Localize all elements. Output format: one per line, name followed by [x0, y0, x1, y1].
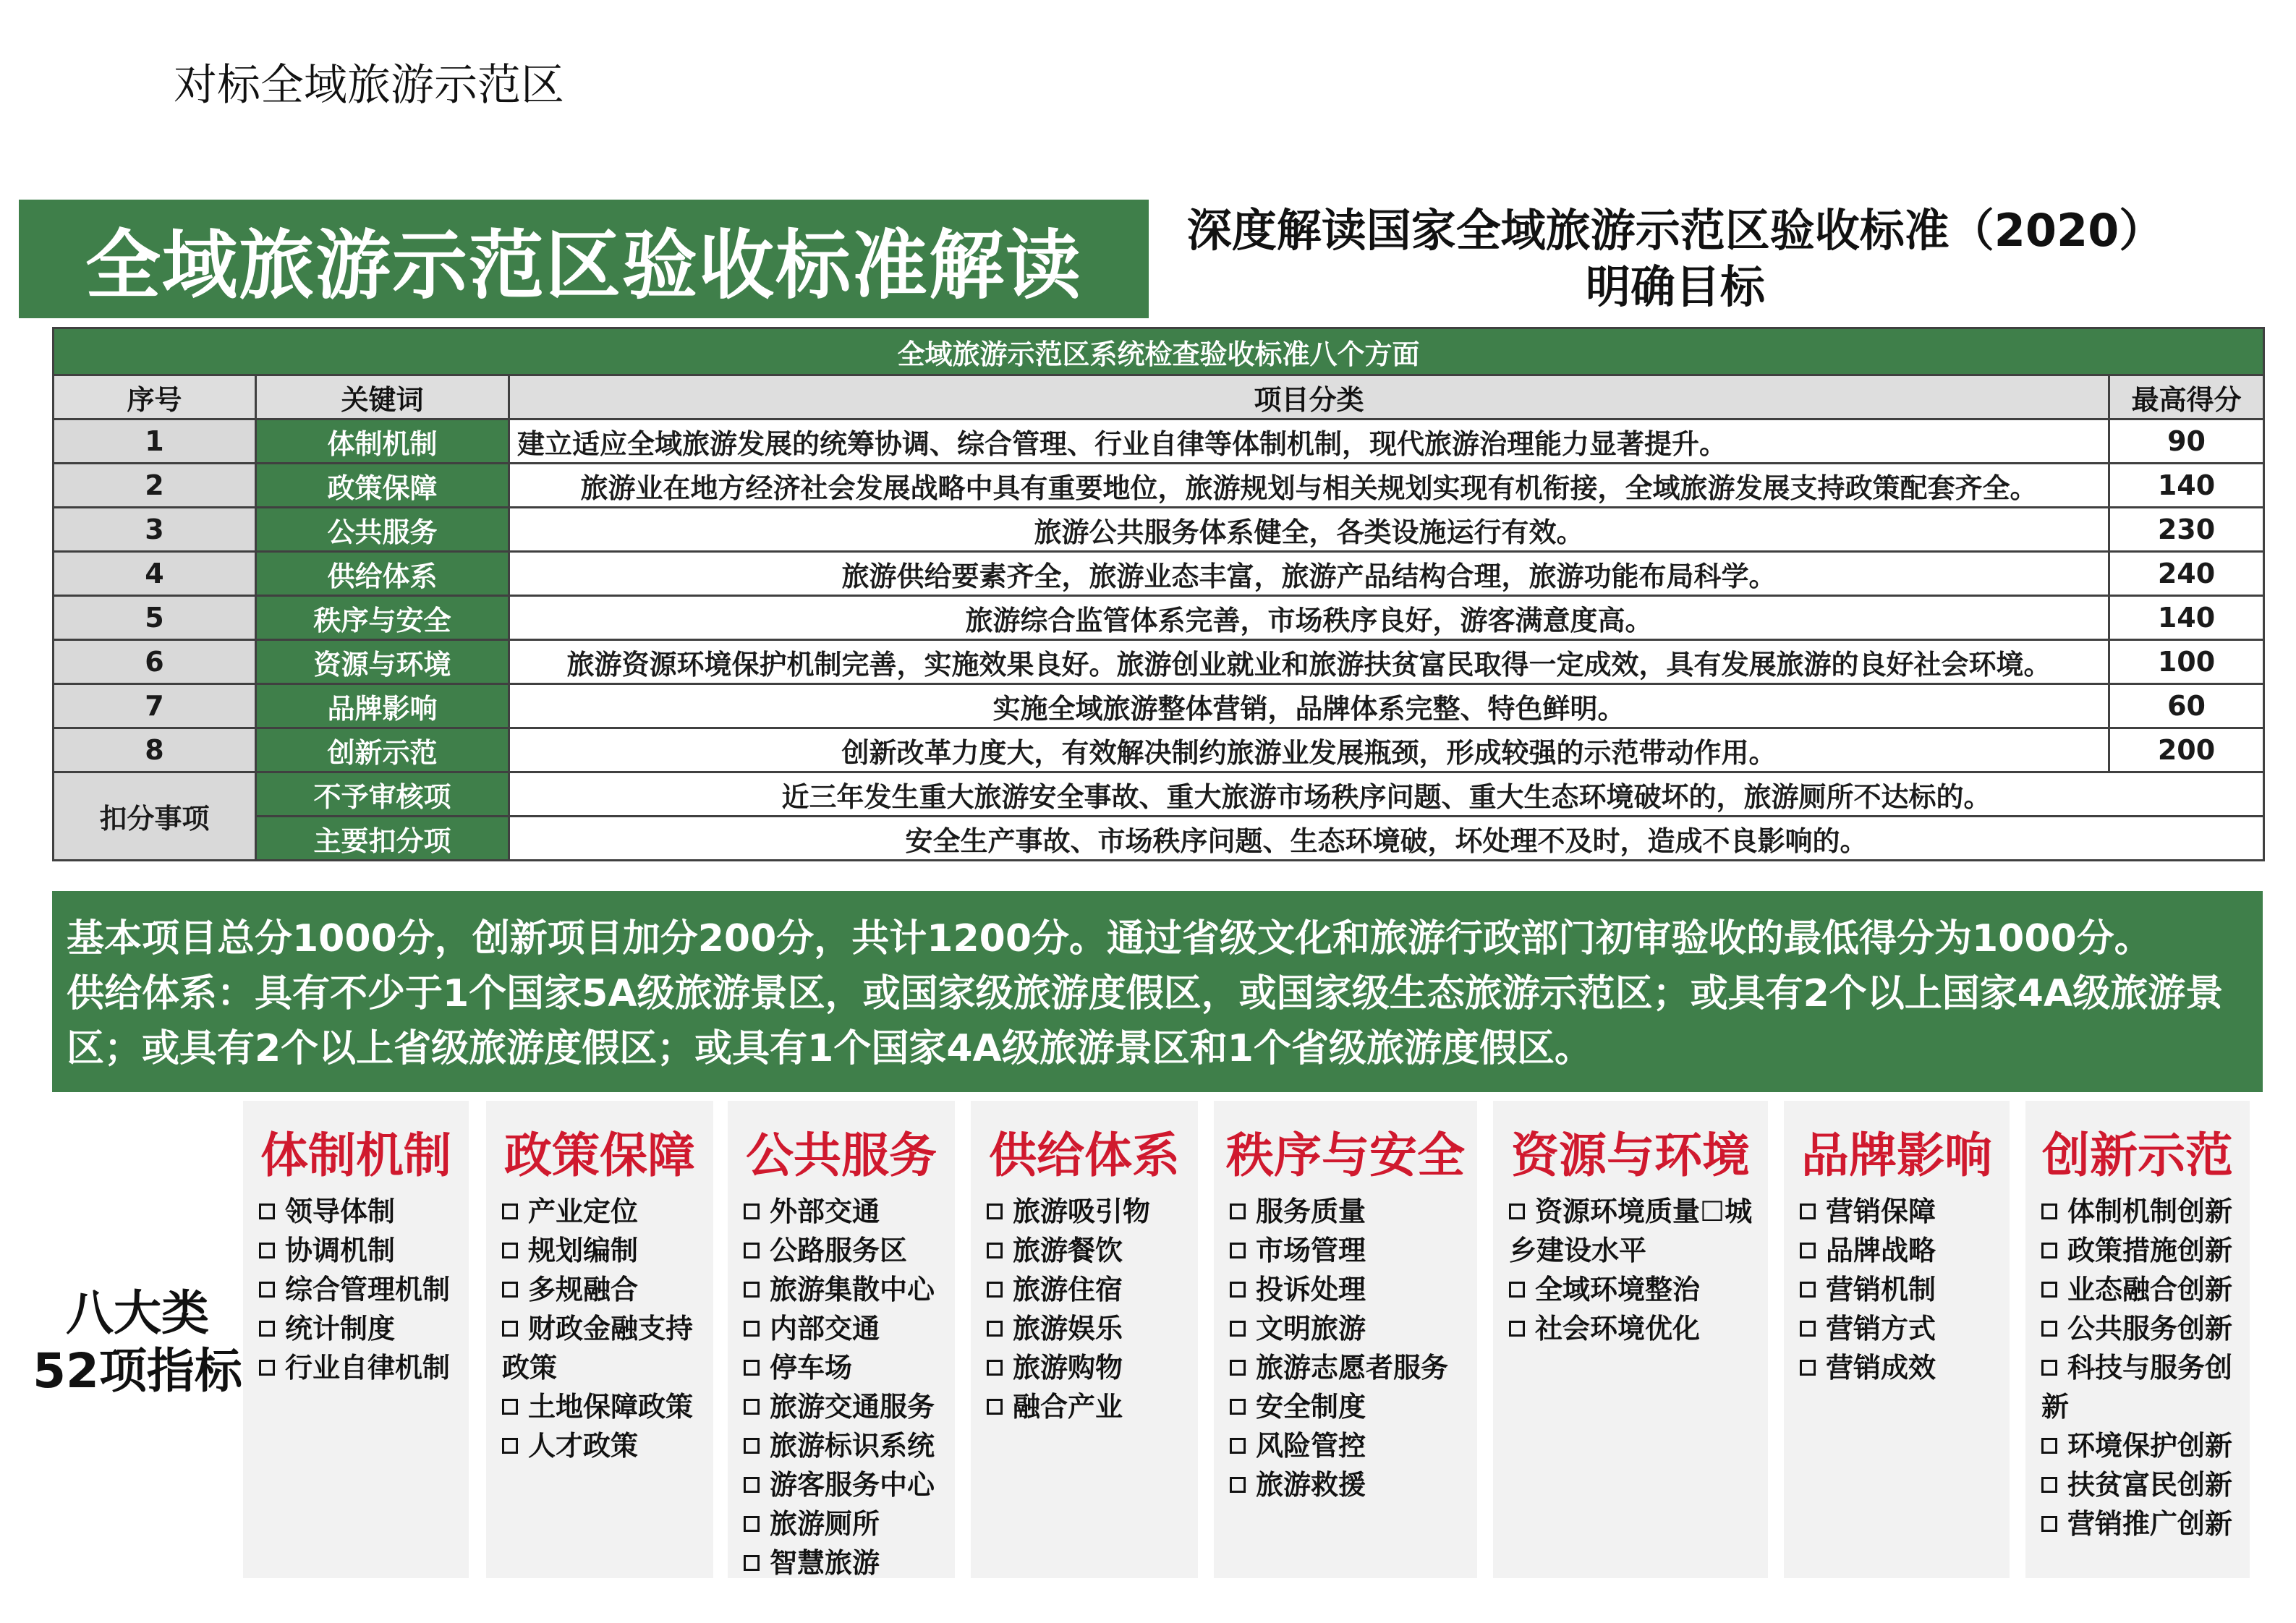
- table-row: [54, 596, 2264, 640]
- deduction-label: 扣分事项: [54, 772, 256, 861]
- list-item: [1800, 1309, 1999, 1348]
- list-item-label: 内部交通: [770, 1313, 880, 1345]
- summary-line-2: 供给体系：具有不少于1个国家5A级旅游景区，或国家级旅游度假区，或国家级生态旅游示范区；或具有2个以上国家4A级旅游景区；或具有2个以上省级旅游度假区；或具有1个国家4A级旅游景区和1个省级旅游度假区。: [67, 972, 2224, 1070]
- row-desc: 旅游供给要素齐全，旅游业态丰富，旅游产品结构合理，旅游功能布局科学。: [509, 552, 2109, 596]
- row-score: 240: [2109, 552, 2264, 596]
- category-title: 政策保障: [504, 1128, 695, 1183]
- checkbox-icon: [744, 1282, 760, 1298]
- category-column: [2025, 1101, 2250, 1578]
- list-item-label: 公路服务区: [770, 1235, 908, 1266]
- list-item: [502, 1309, 703, 1387]
- checkbox-icon: [1230, 1321, 1246, 1337]
- list-item-label: 业态融合创新: [2067, 1274, 2233, 1305]
- list-item-label: 公共服务创新: [2067, 1313, 2233, 1345]
- list-item-label: 多规融合: [528, 1274, 639, 1305]
- list-item: [744, 1387, 945, 1426]
- checkbox-icon: [744, 1516, 760, 1532]
- list-item: [744, 1543, 945, 1582]
- checkbox-icon: [987, 1360, 1003, 1376]
- list-item: [1230, 1426, 1467, 1465]
- list-item: [2041, 1426, 2240, 1465]
- list-item-label: 文明旅游: [1256, 1313, 1366, 1345]
- row-no: 2: [54, 464, 256, 508]
- list-item: [1230, 1387, 1467, 1426]
- list-item: [2041, 1192, 2240, 1231]
- list-item: [744, 1465, 945, 1504]
- list-item-label: 协调机制: [285, 1235, 396, 1266]
- category-column: [1493, 1101, 1768, 1578]
- list-item: [1509, 1192, 1758, 1270]
- row-score: 230: [2109, 508, 2264, 552]
- checkbox-icon: [502, 1204, 518, 1219]
- row-desc: 实施全域旅游整体营销，品牌体系完整、特色鲜明。: [509, 684, 2109, 728]
- checkbox-icon: [259, 1243, 275, 1258]
- category-column: [243, 1101, 469, 1578]
- category-title: 创新示范: [2042, 1128, 2233, 1183]
- row-desc: 建立适应全域旅游发展的统筹协调、综合管理、行业自律等体制机制，现代旅游治理能力显著提升。: [509, 419, 2109, 464]
- checkbox-icon: [502, 1399, 518, 1415]
- list-item-label: 旅游志愿者服务: [1256, 1352, 1449, 1384]
- checkbox-icon: [744, 1477, 760, 1493]
- checkbox-icon: [1800, 1360, 1816, 1376]
- checkbox-icon: [2041, 1282, 2057, 1298]
- list-item-label: 旅游吸引物: [1013, 1196, 1151, 1227]
- category-item-list: [2025, 1192, 2250, 1543]
- list-item-label: 综合管理机制: [285, 1274, 451, 1305]
- list-item: [1230, 1270, 1467, 1309]
- summary-line-1: 基本项目总分1000分，创新项目加分200分，共计1200分。通过省级文化和旅游行政部门初审验收的最低得分为1000分。: [67, 917, 2152, 960]
- list-item-label: 营销推广创新: [2067, 1508, 2233, 1540]
- row-desc: 旅游综合监管体系完善，市场秩序良好，游客满意度高。: [509, 596, 2109, 640]
- list-item: [744, 1504, 945, 1543]
- list-item: [1509, 1309, 1758, 1348]
- checkbox-icon: [987, 1204, 1003, 1219]
- row-keyword: 政策保障: [256, 464, 509, 508]
- list-item-label: 旅游购物: [1013, 1352, 1123, 1384]
- list-item: [1230, 1348, 1467, 1387]
- list-item-label: 人才政策: [528, 1430, 639, 1462]
- row-no: 6: [54, 640, 256, 684]
- checkbox-icon: [744, 1399, 760, 1415]
- row-desc: 旅游资源环境保护机制完善，实施效果良好。旅游创业就业和旅游扶贫富民取得一定成效，具有发展旅游的良好社会环境。: [509, 640, 2109, 684]
- list-item: [1509, 1270, 1758, 1309]
- row-keyword: 公共服务: [256, 508, 509, 552]
- list-item: [987, 1309, 1188, 1348]
- list-item-label: 智慧旅游: [770, 1547, 880, 1579]
- list-item: [502, 1426, 703, 1465]
- list-item: [1800, 1192, 1999, 1231]
- category-item-list: [486, 1192, 713, 1465]
- list-item: [987, 1231, 1188, 1270]
- list-item: [1230, 1192, 1467, 1231]
- list-item-label: 旅游救援: [1256, 1469, 1366, 1501]
- list-item: [259, 1231, 459, 1270]
- list-item-label: 投诉处理: [1256, 1274, 1366, 1305]
- list-item: [2041, 1270, 2240, 1309]
- checkbox-icon: [1230, 1243, 1246, 1258]
- checkbox-icon: [987, 1321, 1003, 1337]
- checkbox-icon: [1509, 1204, 1525, 1219]
- checkbox-icon: [1230, 1204, 1246, 1219]
- row-no: 5: [54, 596, 256, 640]
- category-item-list: [971, 1192, 1198, 1426]
- list-item-label: 营销方式: [1826, 1313, 1936, 1345]
- eight-categories-label: [29, 1285, 246, 1400]
- row-desc: 创新改革力度大，有效解决制约旅游业发展瓶颈，形成较强的示范带动作用。: [509, 728, 2109, 772]
- list-item: [744, 1348, 945, 1387]
- list-item-label: 营销成效: [1826, 1352, 1936, 1384]
- list-item: [259, 1270, 459, 1309]
- checkbox-icon: [502, 1438, 518, 1454]
- row-score: 90: [2109, 419, 2264, 464]
- checkbox-icon: [1509, 1321, 1525, 1337]
- row-keyword: 秩序与安全: [256, 596, 509, 640]
- checkbox-icon: [2041, 1360, 2057, 1376]
- list-item-label: 体制机制创新: [2067, 1196, 2233, 1227]
- list-item: [502, 1387, 703, 1426]
- list-item: [744, 1426, 945, 1465]
- row-no: 3: [54, 508, 256, 552]
- row-score: 200: [2109, 728, 2264, 772]
- list-item: [1230, 1231, 1467, 1270]
- deduction-row: [54, 817, 2264, 861]
- list-item-label: 科技与服务创新: [2041, 1352, 2233, 1423]
- row-no: 7: [54, 684, 256, 728]
- list-item: [259, 1348, 459, 1387]
- table-row: [54, 508, 2264, 552]
- category-title: 公共服务: [746, 1128, 937, 1183]
- list-item-label: 旅游住宿: [1013, 1274, 1123, 1305]
- list-item-label: 统计制度: [285, 1313, 396, 1345]
- row-desc: 旅游公共服务体系健全，各类设施运行有效。: [509, 508, 2109, 552]
- list-item-label: 风险管控: [1256, 1430, 1366, 1462]
- deduction-desc: 安全生产事故、市场秩序问题、生态环境破，坏处理不及时，造成不良影响的。: [509, 817, 2264, 861]
- checkbox-icon: [744, 1321, 760, 1337]
- row-keyword: 供给体系: [256, 552, 509, 596]
- category-item-list: [243, 1192, 469, 1387]
- checkbox-icon: [1230, 1360, 1246, 1376]
- list-item-label: 营销保障: [1826, 1196, 1936, 1227]
- checkbox-icon: [744, 1555, 760, 1571]
- checkbox-icon: [2041, 1516, 2057, 1532]
- checkbox-icon: [259, 1282, 275, 1298]
- table-row: [54, 464, 2264, 508]
- checkbox-icon: [2041, 1321, 2057, 1337]
- list-item-label: 财政金融支持政策: [502, 1313, 694, 1384]
- row-keyword: 创新示范: [256, 728, 509, 772]
- header-no: 序号: [54, 375, 256, 419]
- subtitle-line-2: 明确目标: [1585, 260, 1765, 313]
- row-desc: 旅游业在地方经济社会发展战略中具有重要地位，旅游规划与相关规划实现有机衔接，全域旅游发展支持政策配套齐全。: [509, 464, 2109, 508]
- checkbox-icon: [744, 1438, 760, 1454]
- subtitle: [1155, 203, 2196, 315]
- list-item-label: 社会环境优化: [1535, 1313, 1701, 1345]
- checkbox-icon: [259, 1360, 275, 1376]
- list-item-label: 全域环境整治: [1535, 1274, 1701, 1305]
- list-item-label: 停车场: [770, 1352, 853, 1384]
- category-column: [486, 1101, 713, 1578]
- checkbox-icon: [502, 1321, 518, 1337]
- checkbox-icon: [1230, 1477, 1246, 1493]
- list-item-label: 土地保障政策: [528, 1391, 694, 1423]
- list-item: [502, 1192, 703, 1231]
- row-keyword: 体制机制: [256, 419, 509, 464]
- table-row: [54, 419, 2264, 464]
- table-row: [54, 552, 2264, 596]
- eight-label-line-1: 八大类: [66, 1285, 209, 1341]
- list-item-label: 环境保护创新: [2067, 1430, 2233, 1462]
- list-item-label: 旅游交通服务: [770, 1391, 935, 1423]
- eight-label-line-2: 52项指标: [33, 1343, 242, 1399]
- checkbox-icon: [987, 1282, 1003, 1298]
- checkbox-icon: [744, 1204, 760, 1219]
- checkbox-icon: [1230, 1438, 1246, 1454]
- checkbox-icon: [259, 1321, 275, 1337]
- list-item-label: 旅游集散中心: [770, 1274, 935, 1305]
- list-item-label: 游客服务中心: [770, 1469, 935, 1501]
- list-item: [1230, 1465, 1467, 1504]
- list-item-label: 服务质量: [1256, 1196, 1366, 1227]
- list-item: [259, 1309, 459, 1348]
- header-keyword: 关键词: [256, 375, 509, 419]
- category-column: [1784, 1101, 2010, 1578]
- list-item: [744, 1309, 945, 1348]
- checkbox-icon: [502, 1282, 518, 1298]
- row-keyword: 资源与环境: [256, 640, 509, 684]
- list-item-label: 产业定位: [528, 1196, 639, 1227]
- list-item: [2041, 1465, 2240, 1504]
- list-item: [744, 1231, 945, 1270]
- list-item: [1800, 1270, 1999, 1309]
- list-item: [2041, 1348, 2240, 1426]
- list-item-label: 规划编制: [528, 1235, 639, 1266]
- list-item-label: 外部交通: [770, 1196, 880, 1227]
- list-item: [2041, 1309, 2240, 1348]
- category-column: [971, 1101, 1198, 1578]
- row-score: 60: [2109, 684, 2264, 728]
- checkbox-icon: [744, 1243, 760, 1258]
- deduction-desc: 近三年发生重大旅游安全事故、重大旅游市场秩序问题、重大生态环境破坏的，旅游厕所不达标的。: [509, 772, 2264, 817]
- list-item: [1800, 1348, 1999, 1387]
- checkbox-icon: [1230, 1399, 1246, 1415]
- category-item-list: [1214, 1192, 1477, 1504]
- checkbox-icon: [2041, 1204, 2057, 1219]
- category-title: 品牌影响: [1801, 1128, 1992, 1183]
- list-item-label: 领导体制: [285, 1196, 396, 1227]
- category-item-list: [1784, 1192, 2010, 1387]
- checkbox-icon: [1800, 1204, 1816, 1219]
- checkbox-icon: [1509, 1282, 1525, 1298]
- checkbox-icon: [2041, 1477, 2057, 1493]
- category-column: [728, 1101, 955, 1578]
- list-item-label: 安全制度: [1256, 1391, 1366, 1423]
- list-item-label: 资源环境质量☐城乡建设水平: [1509, 1196, 1753, 1266]
- category-title: 资源与环境: [1511, 1128, 1750, 1183]
- row-score: 140: [2109, 596, 2264, 640]
- category-column: [1214, 1101, 1477, 1578]
- list-item-label: 融合产业: [1013, 1391, 1123, 1423]
- list-item-label: 市场管理: [1256, 1235, 1366, 1266]
- list-item: [987, 1387, 1188, 1426]
- header-max-score: 最高得分: [2109, 375, 2264, 419]
- subtitle-line-1: 深度解读国家全域旅游示范区验收标准（2020）: [1186, 204, 2164, 257]
- list-item: [259, 1192, 459, 1231]
- list-item: [987, 1270, 1188, 1309]
- category-item-list: [728, 1192, 955, 1582]
- checkbox-icon: [987, 1399, 1003, 1415]
- list-item: [502, 1270, 703, 1309]
- header-category: 项目分类: [509, 375, 2109, 419]
- checkbox-icon: [1800, 1243, 1816, 1258]
- list-item: [744, 1192, 945, 1231]
- row-no: 1: [54, 419, 256, 464]
- list-item-label: 行业自律机制: [285, 1352, 451, 1384]
- checkbox-icon: [502, 1243, 518, 1258]
- list-item-label: 旅游厕所: [770, 1508, 880, 1540]
- main-title-banner: 全域旅游示范区验收标准解读: [19, 200, 1149, 318]
- list-item-label: 政策措施创新: [2067, 1235, 2233, 1266]
- category-title: 体制机制: [260, 1128, 451, 1183]
- standards-table: [52, 327, 2265, 861]
- checkbox-icon: [2041, 1438, 2057, 1454]
- summary-box: [52, 891, 2263, 1092]
- list-item-label: 营销机制: [1826, 1274, 1936, 1305]
- list-item: [1230, 1309, 1467, 1348]
- list-item-label: 品牌战略: [1826, 1235, 1936, 1266]
- category-title: 供给体系: [989, 1128, 1180, 1183]
- list-item: [502, 1231, 703, 1270]
- list-item: [987, 1192, 1188, 1231]
- checkbox-icon: [259, 1204, 275, 1219]
- row-keyword: 品牌影响: [256, 684, 509, 728]
- row-no: 4: [54, 552, 256, 596]
- list-item-label: 旅游标识系统: [770, 1430, 935, 1462]
- list-item: [987, 1348, 1188, 1387]
- page-label: 对标全域旅游示范区: [174, 60, 564, 111]
- list-item: [2041, 1231, 2240, 1270]
- list-item: [2041, 1504, 2240, 1543]
- category-title: 秩序与安全: [1226, 1128, 1465, 1183]
- checkbox-icon: [987, 1243, 1003, 1258]
- table-row: [54, 684, 2264, 728]
- list-item: [744, 1270, 945, 1309]
- checkbox-icon: [1800, 1282, 1816, 1298]
- deduction-keyword: 主要扣分项: [256, 817, 509, 861]
- deduction-keyword: 不予审核项: [256, 772, 509, 817]
- list-item: [1800, 1231, 1999, 1270]
- row-no: 8: [54, 728, 256, 772]
- deduction-row: [54, 772, 2264, 817]
- row-score: 100: [2109, 640, 2264, 684]
- list-item-label: 旅游餐饮: [1013, 1235, 1123, 1266]
- checkbox-icon: [744, 1360, 760, 1376]
- checkbox-icon: [2041, 1243, 2057, 1258]
- table-row: [54, 640, 2264, 684]
- category-item-list: [1493, 1192, 1768, 1348]
- table-row: [54, 728, 2264, 772]
- checkbox-icon: [1230, 1282, 1246, 1298]
- list-item-label: 扶贫富民创新: [2067, 1469, 2233, 1501]
- checkbox-icon: [1800, 1321, 1816, 1337]
- table-caption: 全域旅游示范区系统检查验收标准八个方面: [54, 328, 2264, 375]
- list-item-label: 旅游娱乐: [1013, 1313, 1123, 1345]
- row-score: 140: [2109, 464, 2264, 508]
